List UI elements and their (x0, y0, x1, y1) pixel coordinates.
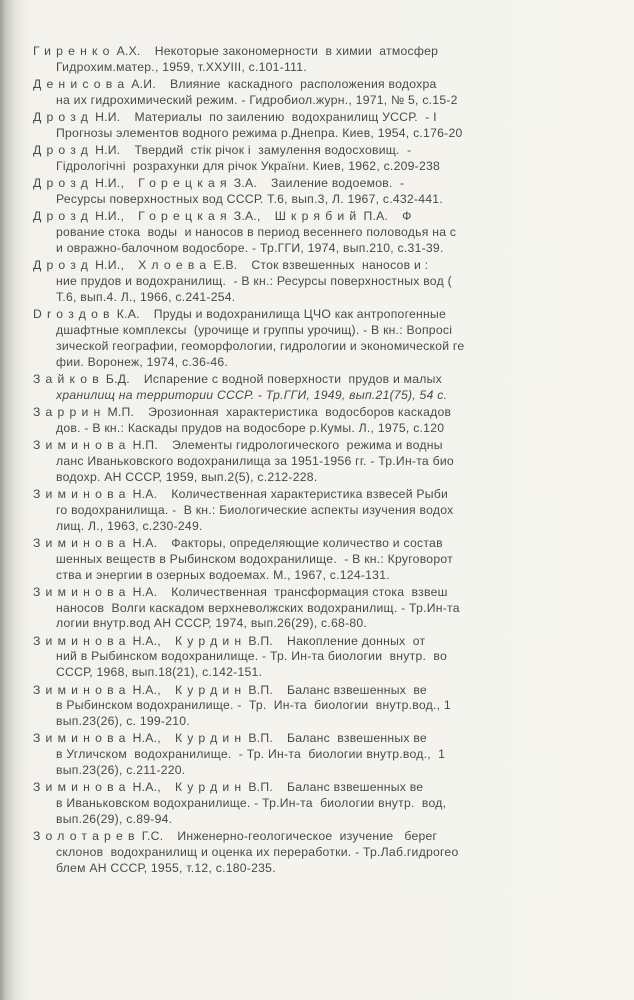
entry-continuation-line: в Рыбинском водохранилище. - Тр. Ин-та биологии внутр.вод., 1 (56, 698, 451, 713)
entry-first-line (32, 731, 634, 747)
author-initials: Н.И., (95, 176, 125, 191)
author-surname: Дрозд (33, 143, 94, 158)
entry-continuation-line: Т.6, вып.4. Л., 1966, с.241-254. (56, 289, 236, 304)
entry-first-line (32, 77, 634, 93)
entry-continuation-line: зической географии, геоморфологии, гидрологии и экономической ге (56, 338, 465, 353)
entry-continuation-line: вып.23(26), с. 199-210. (56, 714, 190, 729)
author-surname: Зиминова (33, 584, 131, 599)
author-surname: Зиминова (33, 682, 131, 697)
author-initials: В.П. (248, 633, 274, 648)
entry-title: Материалы по заилению водохранилищ УССР. - I (134, 110, 437, 125)
entry-continuation-line: рование стока воды и наносов в период весеннего половодья на с (56, 225, 457, 240)
author-surname: Зиминова (33, 780, 131, 795)
bibliography-entry (32, 143, 634, 175)
entry-continuation-line: Ресурсы поверхностных вод СССР. Т.6, вып.3, Л. 1967, с.432-441. (56, 192, 443, 207)
bibliography-entry (32, 176, 634, 208)
bibliography-entry (32, 634, 634, 681)
author-surname: Курдин (174, 682, 247, 697)
entry-continuation-line: в Угличском водохранилище. - Тр. Ин-та биологии внутр.вод., 1 (56, 747, 446, 762)
bibliography-entry (32, 209, 634, 256)
entry-first-line (32, 634, 634, 650)
bibliography-entry (32, 258, 634, 305)
author-initials: А.И. (131, 77, 156, 92)
bibliography-entry (32, 487, 634, 534)
entry-continuation-line: ние прудов и водохранилищ. - В кн.: Ресурсы поверхностных вод ( (56, 274, 452, 289)
entry-title: Факторы, определяющие количество и состав (171, 535, 443, 550)
author-surname: Зиминова (33, 731, 131, 746)
author-initials: Н.И., (95, 209, 125, 224)
author-surname: Зиминова (33, 633, 131, 648)
author-surname: Droздов (33, 307, 115, 322)
author-initials: Н.А. (132, 584, 158, 599)
bibliography-entry (32, 77, 634, 109)
author-initials: Н.А. (132, 535, 158, 550)
entry-continuation-line: ний в Рыбинском водохранилище. - Тр. Ин-та биологии внутр. во (56, 649, 448, 664)
entry-first-line (32, 176, 634, 192)
author-surname: Зиминова (33, 438, 131, 453)
entry-continuation-line: шенных веществ в Рыбинском водохранилище. - В кн.: Круговорот (56, 551, 453, 566)
entry-continuation-line: дов. - В кн.: Каскады прудов на водосборе р.Кумы. Л., 1975, с.120 (56, 420, 445, 435)
author-surname: Золотарев (33, 829, 140, 844)
entry-first-line (32, 683, 634, 699)
entry-first-line (32, 829, 634, 845)
author-initials: Б.Д. (105, 371, 130, 386)
bibliography-entry (32, 44, 634, 76)
entry-title: Элементы гидрологического режима и водны (171, 438, 443, 453)
author-surname: Гиренко (33, 44, 115, 58)
author-initials: Н.А., (132, 731, 161, 746)
author-surname: Хлоева (138, 258, 212, 273)
entry-first-line (32, 143, 634, 159)
author-surname: Зиминова (33, 487, 131, 502)
author-surname: Дрозд (33, 209, 94, 224)
entry-first-line (32, 372, 634, 388)
entry-first-line (32, 209, 634, 225)
entry-title: Количественная трансформация стока взвеш (171, 584, 448, 599)
entry-continuation-line: лищ. Л., 1963, с.230-249. (56, 518, 203, 533)
entry-continuation-line: Гідрологічні розрахунки для річок України. Киев, 1962, с.209-238 (56, 159, 441, 174)
entry-first-line (32, 110, 634, 126)
entry-title: Влияние каскадного расположения водохра (169, 77, 437, 92)
author-initials: Н.А. (132, 487, 158, 502)
entry-continuation-line: ланс Иваньковского водохранилища за 1951-1956 гг. - Тр.Ин-та био (56, 453, 454, 468)
author-initials: А.Х. (116, 44, 141, 58)
author-initials: Н.А., (132, 780, 161, 795)
entry-title: Инженерно-геологическое изучение берег (177, 829, 438, 844)
author-surname: Курдин (174, 780, 247, 795)
bibliography-entry (32, 585, 634, 632)
author-initials: К.А. (116, 307, 140, 322)
author-initials: Г.С. (141, 829, 164, 844)
bibliography-entry (32, 829, 634, 876)
author-surname: Шкрябий (274, 209, 362, 224)
entry-continuation-line: логии внутр.вод АН СССР, 1974, вып.26(29), с.68-80. (56, 616, 368, 631)
author-initials: Н.П. (132, 438, 158, 453)
entry-continuation-line: вып.23(26), с.211-220. (56, 763, 186, 778)
entry-continuation-line: СССР, 1968, вып.18(21), с.142-151. (56, 665, 263, 680)
author-surname: Горецкая (138, 209, 232, 224)
bibliography-entry (32, 405, 634, 437)
author-initials: В.П. (248, 682, 274, 697)
bibliography-entry (32, 683, 634, 730)
bibliography-entry (32, 372, 634, 404)
entry-title: Ф (402, 209, 412, 224)
author-surname: Зайков (33, 371, 104, 386)
author-surname: Заррин (33, 405, 106, 420)
entry-title: Баланс взвешенных ве (287, 682, 427, 697)
bibliography-page (32, 44, 634, 878)
entry-continuation-line: блем АН СССР, 1955, т.12, с.180-235. (56, 860, 276, 875)
entry-first-line (32, 780, 634, 796)
entry-continuation-line: Гидрохим.матер., 1959, т.XXУIII, с.101-111. (56, 59, 307, 74)
author-surname: Курдин (174, 633, 247, 648)
entry-continuation-line: Прогнозы элементов водного режима р.Днепра. Киев, 1954, с.176-20 (56, 125, 463, 140)
author-surname: Зиминова (33, 535, 131, 550)
bibliography-entry (32, 780, 634, 827)
entry-continuation-line: вып.26(29), с.89-94. (56, 811, 173, 826)
author-initials: Н.А., (132, 682, 161, 697)
entry-title: Некоторые закономерности в химии атмосфер (154, 44, 439, 58)
entry-continuation-line: водохр. АН СССР, 1959, вып.2(5), с.212-228. (56, 469, 318, 484)
author-surname: Дрозд (33, 176, 94, 191)
entry-continuation-line: дшафтные комплексы (урочище и группы урочищ). - В кн.: Вопросі (56, 323, 453, 338)
entry-continuation-line: наносов Волги каскадом верхневолжских водохранилищ. - Тр.Ин-та (56, 600, 460, 615)
entry-title: Эрозионная характеристика водосборов каскадов (148, 405, 452, 420)
author-initials: Н.И. (95, 143, 121, 158)
entry-continuation-line: склонов водохранилищ и оценка их переработки. - Тр.Лаб.гидрогео (56, 845, 459, 860)
bibliography-entry (32, 536, 634, 583)
author-surname: Горецкая (138, 176, 232, 191)
author-initials: Е.В. (213, 258, 238, 273)
entry-first-line (32, 307, 634, 323)
entry-title: Накопление донных от (287, 633, 426, 648)
entry-continuation-line: ства и энергии в озерных водоемах. М., 1967, с.124-131. (56, 567, 390, 582)
entry-first-line (32, 536, 634, 552)
author-initials: Н.И. (95, 110, 121, 125)
bibliography-entry (32, 731, 634, 778)
entry-title: Твердий стік річок і замулення водосховищ. - (134, 143, 412, 158)
author-surname: Денисова (33, 77, 130, 92)
entry-continuation-line: фии. Воронеж, 1974, с.36-46. (56, 354, 229, 369)
bibliography-entry (32, 438, 634, 485)
entry-title: Баланс взвешенных ве (287, 731, 427, 746)
entry-title: Сток взвешенных наносов и : (251, 258, 429, 273)
author-initials: Н.А., (132, 633, 161, 648)
author-initials: З.А. (233, 176, 258, 191)
entry-continuation-line: го водохранилища. - В кн.: Биологические аспекты изучения водох (56, 502, 454, 517)
entry-title: Количественная характеристика взвесей Рыби (171, 487, 449, 502)
entry-continuation-line: и овражно-балочном водосборе. - Тр.ГГИ, 1974, вып.210, с.31-39. (56, 241, 444, 256)
bibliography-entry (32, 110, 634, 142)
author-initials: В.П. (248, 731, 274, 746)
entry-continuation-line: хранилищ на территории СССР. - Тр.ГГИ, 1949, вып.21(75), 54 с. (56, 387, 448, 402)
entry-title: Заиление водоемов. - (271, 176, 405, 191)
entry-title: Пруды и водохранилища ЦЧО как антропогенные (153, 307, 447, 322)
author-surname: Дрозд (33, 258, 94, 273)
entry-title: Баланс взвешенных ве (287, 780, 424, 795)
entry-first-line (32, 487, 634, 503)
author-initials: Н.И., (95, 258, 125, 273)
author-initials: В.П. (248, 780, 274, 795)
bibliography-entry (32, 307, 634, 370)
entry-title: Испарение с водной поверхности прудов и малых (143, 371, 443, 386)
entry-first-line (32, 585, 634, 601)
author-initials: М.П. (107, 405, 135, 420)
entry-first-line (32, 438, 634, 454)
entry-first-line (32, 258, 634, 274)
entry-continuation-line: на их гидрохимический режим. - Гидробиол.журн., 1971, № 5, с.15-2 (56, 92, 458, 107)
author-surname: Дрозд (33, 110, 94, 125)
entry-first-line (32, 44, 634, 60)
author-initials: З.А., (233, 209, 261, 224)
entry-continuation-line: в Иваньковском водохранилище. - Тр.Ин-та биологии внутр. вод, (56, 796, 447, 811)
author-initials: П.А. (363, 209, 389, 224)
author-surname: Курдин (174, 731, 247, 746)
entry-first-line (32, 405, 634, 421)
